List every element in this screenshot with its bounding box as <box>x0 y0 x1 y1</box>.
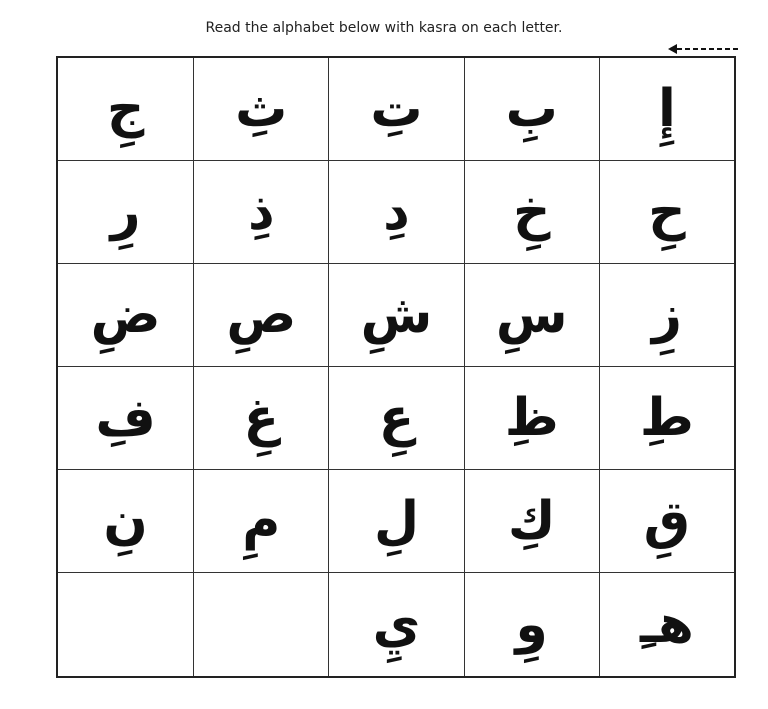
empty-cell <box>58 573 193 676</box>
letter-ain-kasra: عِ <box>378 388 415 448</box>
letter-cell <box>193 58 328 161</box>
letter-cell <box>599 367 734 470</box>
dashed-left-arrow-icon <box>668 42 738 56</box>
letter-ghain-kasra: غِ <box>243 388 280 448</box>
letter-cell <box>464 264 599 367</box>
letter-dhal-kasra: ذِ <box>247 182 275 242</box>
letter-cell <box>328 573 463 676</box>
letter-ra-kasra: رِ <box>110 182 141 242</box>
letter-cell <box>58 58 193 161</box>
letter-shin-kasra: شِ <box>360 285 433 345</box>
letter-jim-kasra: جِ <box>106 79 145 139</box>
letter-dal-kasra: دِ <box>383 182 410 242</box>
letter-cell <box>599 470 734 573</box>
letter-zay-kasra: زِ <box>651 285 682 345</box>
letter-dad-kasra: ضِ <box>90 285 161 345</box>
letter-cell <box>193 264 328 367</box>
letter-cell <box>464 58 599 161</box>
letter-cell <box>328 58 463 161</box>
letter-nun-kasra: نِ <box>103 491 148 551</box>
letter-waw-kasra: وِ <box>515 594 548 655</box>
instruction-text: Read the alphabet below with kasra on each letter. <box>205 20 563 36</box>
alphabet-grid <box>56 56 736 678</box>
empty-cell <box>193 573 328 676</box>
letter-tha-kasra: ثِ <box>235 79 288 139</box>
letter-fa-kasra: فِ <box>95 388 156 448</box>
letter-cell <box>328 264 463 367</box>
letter-cell <box>193 367 328 470</box>
letter-cell <box>328 470 463 573</box>
letter-kaf-kasra: كِ <box>507 491 556 551</box>
letter-cell <box>599 573 734 676</box>
letter-ta-kasra: تِ <box>370 79 423 139</box>
letter-zah-kasra: ظِ <box>504 388 559 448</box>
letter-sin-kasra: سِ <box>495 285 568 345</box>
letter-cell <box>328 367 463 470</box>
letter-cell <box>464 470 599 573</box>
letter-qaf-kasra: قِ <box>643 491 691 551</box>
letter-sad-kasra: صِ <box>226 285 297 345</box>
letter-cell <box>328 161 463 264</box>
letter-cell <box>464 367 599 470</box>
letter-ya-kasra: يِ <box>372 594 421 655</box>
letter-alif-kasra: إِ <box>658 79 676 139</box>
letter-kha-kasra: خِ <box>512 182 551 242</box>
letter-cell <box>58 470 193 573</box>
letter-cell <box>58 367 193 470</box>
letter-cell <box>193 161 328 264</box>
letter-cell <box>58 161 193 264</box>
letter-ha-end-kasra: هـِ <box>640 594 694 655</box>
letter-cell <box>464 161 599 264</box>
letter-cell <box>599 264 734 367</box>
letter-cell <box>599 161 734 264</box>
letter-cell <box>58 264 193 367</box>
letter-cell <box>193 470 328 573</box>
letter-cell <box>599 58 734 161</box>
letter-ha-kasra: حِ <box>648 182 686 242</box>
letter-lam-kasra: لِ <box>373 491 420 551</box>
letter-ba-kasra: بِ <box>505 79 558 139</box>
letter-cell <box>464 573 599 676</box>
letter-tah-kasra: طِ <box>639 388 694 448</box>
letter-mim-kasra: مِ <box>242 491 281 551</box>
